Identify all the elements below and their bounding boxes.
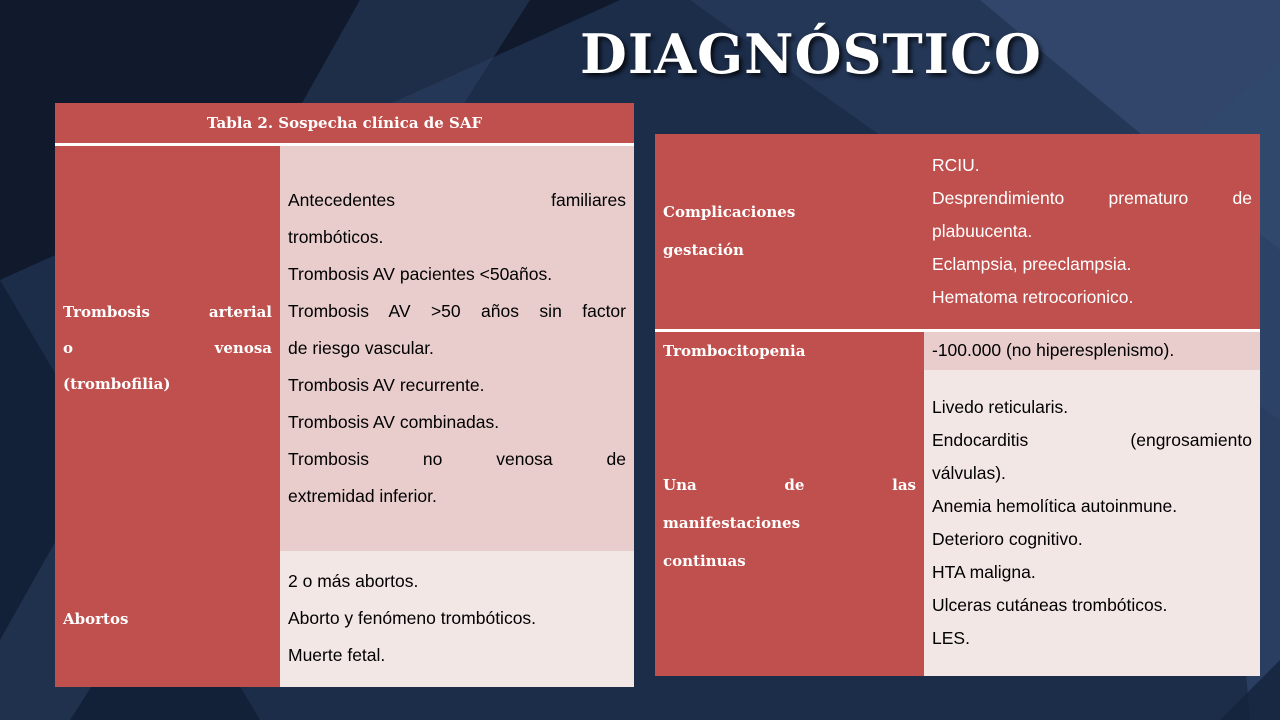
table-row [55,551,634,687]
row-items-abortions: 2 o más abortos. Aborto y fenómeno trombóticos. Muerte fetal. [280,551,634,687]
row-items-thrombocytopenia: -100.000 (no hiperesplenismo). [924,330,1260,370]
table-caption: Tabla 2. Sospecha clínica de SAF [55,103,634,145]
row-label-thrombosis: Trombosis arterial o venosa (trombofilia) [55,145,280,551]
row-label-manifestations: Una de las manifestaciones continuas [655,370,924,676]
row-label-abortions: Abortos [55,551,280,687]
row-items-pregnancy: RCIU. Desprendimiento prematuro de plabuucenta. Eclampsia, preeclampsia. Hematoma retrocorionico. [924,134,1260,330]
saf-criteria-table [655,134,1260,676]
table-row [655,134,1260,330]
slide-title: DIAGNÓSTICO [580,22,1042,86]
row-label-pregnancy: Complicaciones gestación [655,134,924,330]
table-row [655,370,1260,676]
saf-suspicion-table [55,103,634,687]
table-row [655,330,1260,370]
row-label-thrombocytopenia: Trombocitopenia [655,330,924,370]
table-row [55,145,634,551]
row-items-manifestations: Livedo reticularis. Endocarditis (engrosamiento válvulas). Anemia hemolítica autoinmune. Deterioro cognitivo. HTA maligna. Ulceras cutáneas trombóticos. LES. [924,370,1260,676]
row-items-thrombosis: Antecedentes familiares trombóticos. Trombosis AV pacientes <50años. Trombosis AV >50 años sin factor de riesgo vascular. Trombosis AV recurrente. Trombosis AV combinadas. Trombosis no venosa de extremidad inferior. [280,145,634,551]
